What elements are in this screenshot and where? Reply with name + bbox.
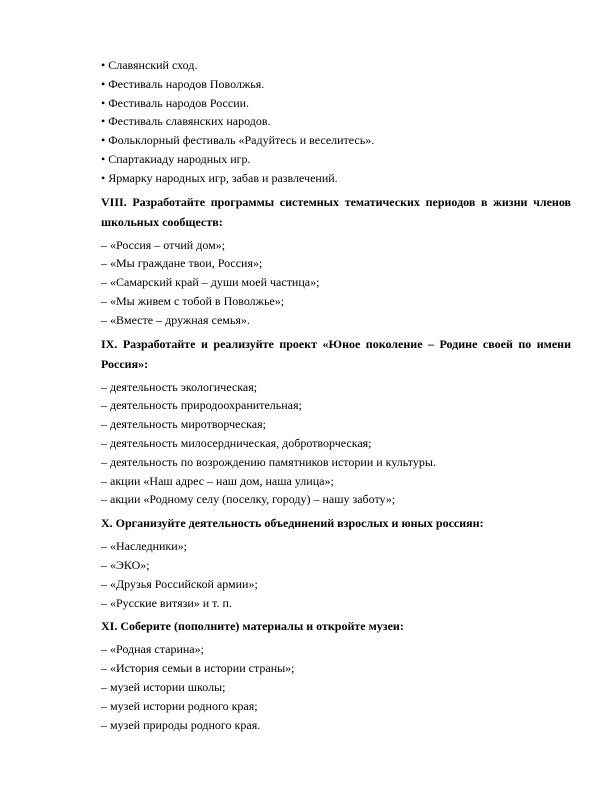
list-item: – музей истории родного края; <box>101 698 258 713</box>
list-item: • Ярмарку народных игр, забав и развлечений. <box>101 170 338 185</box>
list-item: – акции «Родному селу (поселку, городу) – нашу заботу»; <box>101 492 396 507</box>
section-list-ix <box>101 378 571 510</box>
list-item: – «Вместе – дружная семья». <box>101 312 250 327</box>
section-list-viii <box>101 236 571 330</box>
list-item: • Фестиваль славянских народов. <box>101 114 271 129</box>
section-heading-ix: IX. Разработайте и реализуйте проект «Юное поколение – Родине своей по имени Россия»: <box>101 336 571 371</box>
list-item: – музей природы родного края. <box>101 717 261 732</box>
section-list-xi <box>101 640 571 734</box>
list-item: – музей истории школы; <box>101 679 226 694</box>
list-item: • Фестиваль народов России. <box>101 95 250 110</box>
list-item: – деятельность миротворческая; <box>101 417 266 432</box>
list-item: • Фольклорный фестиваль «Радуйтесь и веселитесь». <box>101 133 375 148</box>
section-heading-viii: VIII. Разработайте программы системных тематических периодов в жизни членов школьных сообществ: <box>101 194 571 229</box>
list-item: – «Друзья Российской армии»; <box>101 576 258 591</box>
list-item: – «Самарский край – души моей частица»; <box>101 275 320 290</box>
list-item: – деятельность природоохранительная; <box>101 398 302 413</box>
list-item: – «Мы живем с тобой в Поволжье»; <box>101 293 285 308</box>
list-item: – «Русские витязи» и т. п. <box>101 595 232 610</box>
list-item: • Спартакиаду народных игр. <box>101 151 251 166</box>
list-item: – деятельность по возрождению памятников истории и культуры. <box>101 454 436 469</box>
section-heading-x: X. Организуйте деятельность объединений взрослых и юных россиян: <box>101 516 484 531</box>
list-item: – деятельность экологическая; <box>101 379 258 394</box>
list-item: – «ЭКО»; <box>101 557 150 572</box>
list-item: – «Родная старина»; <box>101 642 204 657</box>
list-item: • Фестиваль народов Поволжья. <box>101 76 265 91</box>
list-item: – «Мы граждане твои, Россия»; <box>101 256 263 271</box>
section-list-x <box>101 537 571 612</box>
list-item: – деятельность милосердническая, добротворческая; <box>101 435 372 450</box>
document-page <box>101 56 571 738</box>
list-item: – «Наследники»; <box>101 539 188 554</box>
bullet-list <box>101 56 571 188</box>
list-item: • Славянский сход. <box>101 58 198 72</box>
list-item: – акции «Наш адрес – наш дом, наша улица»; <box>101 473 334 488</box>
list-item: – «Россия – отчий дом»; <box>101 237 226 252</box>
section-heading-xi: XI. Соберите (пополните) материалы и откройте музеи: <box>101 619 404 634</box>
list-item: – «История семьи в истории страны»; <box>101 661 295 676</box>
